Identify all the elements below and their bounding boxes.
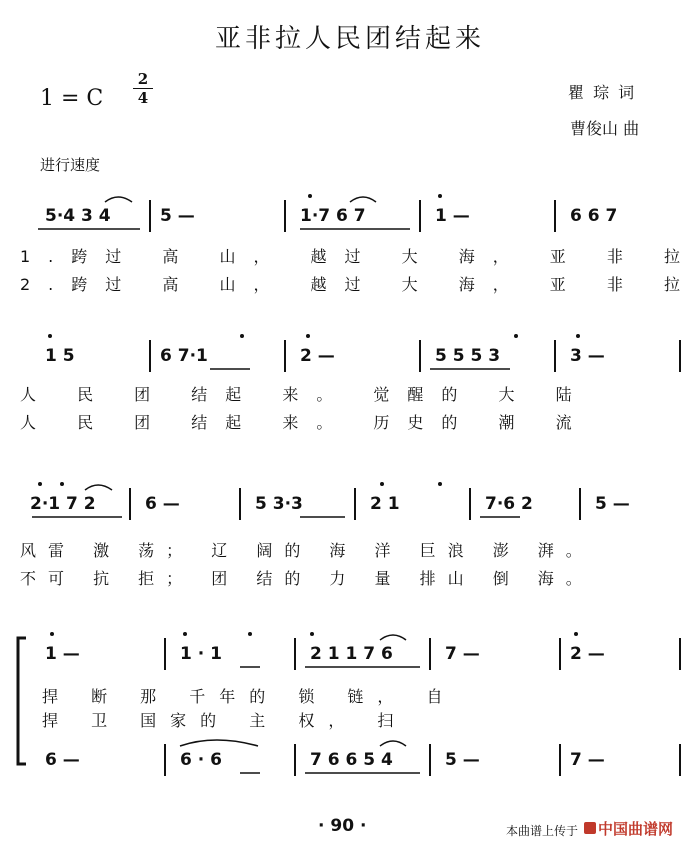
measure-6: 1 5 — [45, 346, 75, 366]
time-numerator: 2 — [133, 70, 153, 89]
system-4-lyric-2: 捍 卫 国家的 主 权， 扫 — [42, 711, 408, 730]
song-title: 亚非拉人民团结起来 — [214, 24, 485, 54]
measure-17: 1 — — [45, 644, 80, 664]
system-2-notation — [10, 338, 690, 374]
measure-13: 5 3·3 — [255, 494, 303, 514]
tempo-marking: 进行速度 — [40, 156, 101, 174]
measure-8: 2 — — [300, 346, 335, 366]
system-4-notation — [10, 636, 690, 672]
system-1-lyric-1: 1.跨过 高 山， 越过 大 海， 亚 非 拉 — [20, 247, 698, 266]
measure-16: 5 — — [595, 494, 630, 514]
system-4-lyric-1: 捍 断 那 千年的 锁 链， 自 — [42, 687, 457, 706]
measure-4: 1 — — [435, 206, 470, 226]
page-number: · 90 · — [318, 816, 367, 836]
system-1-lyric-2: 2.跨过 高 山， 越过 大 海， 亚 非 拉 — [20, 275, 698, 294]
measure-11: 2·1 7 2 — [30, 494, 96, 514]
lyricist-credit: 瞿 琮 词 — [568, 83, 637, 102]
measure-18: 1 · 1 — [180, 644, 222, 664]
system-2-lyric-1: 人 民 团 结起 来。 觉醒的 大 陆 — [20, 385, 590, 404]
measure-20: 7 — — [445, 644, 480, 664]
measure-1: 5·4 3 4 — [45, 206, 111, 226]
system-2-lyric-2: 人 民 团 结起 来。 历史的 潮 流 — [20, 413, 590, 432]
system-3-lyric-2: 不可 抗 拒； 团 结的 力 量 排山 倒 海。 — [20, 569, 594, 588]
measure-19: 2 1 1 7 6 — [310, 644, 393, 664]
measure-5: 6 6 7 — [570, 206, 618, 226]
site-logo-icon — [584, 822, 596, 834]
system-4-bass-notation — [10, 742, 690, 778]
measure-10: 3 — — [570, 346, 605, 366]
measure-2: 5 — — [160, 206, 195, 226]
measure-21: 2 — — [570, 644, 605, 664]
bass-measure-17: 6 — — [45, 750, 80, 770]
time-signature — [133, 70, 153, 107]
bass-measure-21: 7 — — [570, 750, 605, 770]
key-signature: 1 = C — [40, 86, 104, 111]
measure-7: 6 7·1 — [160, 346, 208, 366]
system-3-lyric-1: 风雷 激 荡； 辽 阔的 海 洋 巨浪 澎 湃。 — [20, 541, 594, 560]
composer-credit: 曹俊山 曲 — [570, 119, 640, 138]
site-name: 中国曲谱网 — [598, 820, 674, 838]
measure-9: 5 5 5 3 — [435, 346, 501, 366]
bass-measure-19: 7 6 6 5 4 — [310, 750, 393, 770]
system-3-notation — [10, 486, 690, 522]
measure-14: 2 1 — [370, 494, 400, 514]
bass-measure-20: 5 — — [445, 750, 480, 770]
time-denominator: 4 — [137, 89, 149, 107]
upload-note: 本曲谱上传于 — [506, 824, 579, 838]
system-1-notation — [10, 198, 690, 234]
bass-measure-18: 6 · 6 — [180, 750, 222, 770]
measure-3: 1·7 6 7 — [300, 206, 366, 226]
measure-15: 7·6 2 — [485, 494, 533, 514]
measure-12: 6 — — [145, 494, 180, 514]
